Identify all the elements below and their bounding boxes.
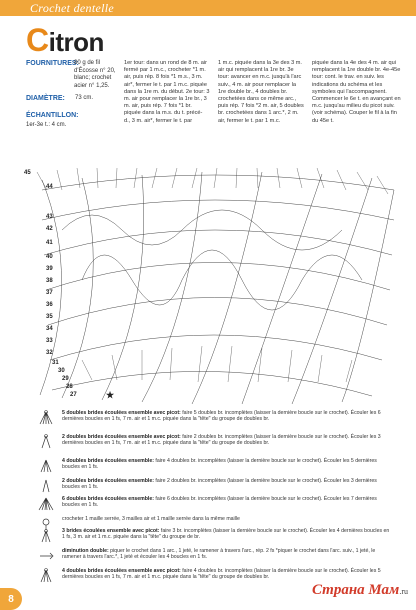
legend-item	[62, 478, 392, 491]
legend-text: piquer le crochet dans 1 arc., 1 jeté, le ramener à travers l'arc., rép. 2 fs *piquer le crochet dans l'arc. suiv., 1 jeté, le ramener à travers l'arc.*, 1 jeté et écouler les 4 boucles en 1 fs.	[62, 548, 376, 561]
double-decrease-icon	[36, 548, 56, 564]
legend-item	[62, 496, 392, 509]
row-number: 36	[46, 302, 53, 308]
row-number: 32	[46, 350, 53, 356]
legend-title: 4 doubles brides écoulées ensemble avec picot:	[62, 568, 181, 574]
legend-text: faire 4 doubles br. incomplètes (laisser la dernière boucle sur le crochet). Écouler les 5 dernières boucles en 1 fs, 7 m. air et 1 m.c. piquée dans la "tête" du groupe de doubles br.	[62, 568, 381, 581]
echantillon-label: ÉCHANTILLON:	[26, 112, 79, 119]
legend-text: faire 2 doubles br. incomplètes (laisser la dernière boucle sur le crochet). Écouler les 3 dernières boucles en 1 fs, 7 m. air et 1 m.c. piquée dans la "tête" du groupe de doubles br.	[62, 434, 381, 447]
legend-title: 3 brides écoulées ensemble avec picot:	[62, 528, 160, 534]
legend-title: 6 doubles brides écoulées ensemble:	[62, 496, 154, 502]
row-number: 45	[24, 170, 31, 176]
legend-title: 2 doubles brides écoulées ensemble avec picot:	[62, 434, 181, 440]
four-treble-cluster-icon	[36, 458, 56, 474]
legend-item	[62, 528, 392, 541]
legend-text: faire 3 br. incomplètes (laisser la dernière boucle sur le crochet). Écouler les 4 dernières boucles en 1 fs, 3 m. air et 1 m.c. piquée dans la "tête" du groupe de br.	[62, 528, 390, 541]
row-number: 38	[46, 278, 53, 284]
row-number: 39	[46, 266, 53, 272]
six-treble-cluster-icon	[36, 496, 56, 512]
row-number: 41	[46, 240, 53, 246]
diametre-text: 73 cm.	[75, 95, 94, 101]
center-star-icon: ★	[106, 390, 115, 400]
fournitures-text: 80 g de fil d'Écosse n° 20, blanc; crochet acier n° 1,25.	[74, 60, 116, 89]
row-number: 29	[62, 376, 69, 382]
title-initial: C	[26, 22, 49, 58]
diametre-label: DIAMÈTRE:	[26, 95, 65, 102]
legend-title: 2 doubles brides écoulées ensemble:	[62, 478, 154, 484]
site-watermark	[312, 582, 408, 599]
row-number: 35	[46, 314, 53, 320]
legend-title: 4 doubles brides écoulées ensemble:	[62, 458, 154, 464]
fournitures-label: FOURNITURES:	[26, 60, 79, 67]
page-number: 8	[0, 588, 22, 610]
legend-item	[62, 458, 392, 471]
two-treble-cluster-icon	[36, 478, 56, 494]
legend-item	[62, 410, 392, 423]
row-number: 28	[66, 384, 73, 390]
row-number: 42	[46, 226, 53, 232]
five-treble-cluster-icon	[36, 410, 56, 426]
legend-title: 5 doubles brides écoulées ensemble avec picot:	[62, 410, 181, 416]
row-number: 30	[58, 368, 65, 374]
legend-item	[62, 434, 392, 447]
four-treble-picot-icon	[36, 568, 56, 584]
instructions-col-1: 1er tour: dans un rond de 8 m. air fermé par 1 m.c., crocheter *1 m. air, puis rép. 8 fois *1 m.s., 3 m. air*, fermer le t. par 1 m.c. piquée dans la 1re m. du début. 2e tour: 3 m. air pour remplacer la 1re br., 3 m. air, puis rép. 7 fois *1 br. piquée dans la m.s. du t. précé- d., 3 m. air*, fermer le t. par	[124, 60, 210, 124]
page-title	[26, 22, 104, 59]
legend-item	[62, 548, 392, 561]
row-number: 40	[46, 254, 53, 260]
legend-text: faire 6 doubles br. incomplètes (laisser la dernière boucle sur le crochet). Écouler les 7 dernières boucles en 1 fs.	[62, 496, 377, 509]
legend-text: faire 4 doubles br. incomplètes (laisser la dernière boucle sur le crochet). Écouler les 5 dernières boucles en 1 fs.	[62, 458, 377, 471]
row-number: 27	[70, 392, 77, 398]
section-label: Crochet dentelle	[30, 1, 114, 15]
three-dc-picot-icon	[36, 528, 56, 544]
row-number: 44	[46, 184, 53, 190]
legend-item	[62, 516, 392, 522]
legend-item	[62, 568, 392, 581]
row-number: 43	[46, 214, 53, 220]
instructions-col-2: 1 m.c. piquée dans la 3e des 3 m. air qui remplacent la 1re br. 3e tour: avancer en m.c. jusqu'à l'arc suiv., 4 m. air pour remplacer la 1re double br., 4 doubles br. crochetées dans ce même arc., puis rép. 7 fois *2 m. air, 5 doubles br. crochetées dans 1 arc.*, 2 m. air, fermer le t. par 1 m.c.	[218, 60, 304, 124]
instructions-col-3: piquée dans la 4e des 4 m. air qui remplacent la 1re double br. 4e-45e tour: cont. le trav. en suiv. les indications du schéma et les symboles qui l'accompagnent. Commencer le 6e t. en avançant en m.c. jusqu'au milieu du picot suiv. (voir schéma). Couper le fil à la fin du 45e t.	[312, 60, 401, 124]
watermark-sub: .ru	[399, 587, 408, 596]
legend-title: diminution double:	[62, 548, 109, 554]
watermark-main: Страна Мам	[311, 582, 400, 598]
echantillon-text: 1er-3e t.: 4 cm.	[26, 122, 67, 128]
crochet-chart	[22, 160, 402, 410]
row-number: 34	[46, 326, 53, 332]
row-number: 31	[52, 360, 59, 366]
legend-text: faire 2 doubles br. incomplètes (laisser la dernière boucle sur le crochet). Écouler les 3 dernières boucles en 1 fs.	[62, 478, 377, 491]
title-rest: itron	[48, 27, 104, 57]
legend-text: crocheter 1 maille serrée, 3 mailles air et 1 maille serrée dans la même maille	[62, 516, 240, 522]
row-number: 33	[46, 338, 53, 344]
legend-text: faire 5 doubles br. incomplètes (laisser la dernière boucle sur le crochet). Écouler les 6 dernières boucles en 1 fs, 7 m. air et 1 m.c. piquée dans la "tête" du groupe de doubles br.	[62, 410, 381, 423]
two-treble-picot-icon	[36, 434, 56, 450]
row-number: 37	[46, 290, 53, 296]
